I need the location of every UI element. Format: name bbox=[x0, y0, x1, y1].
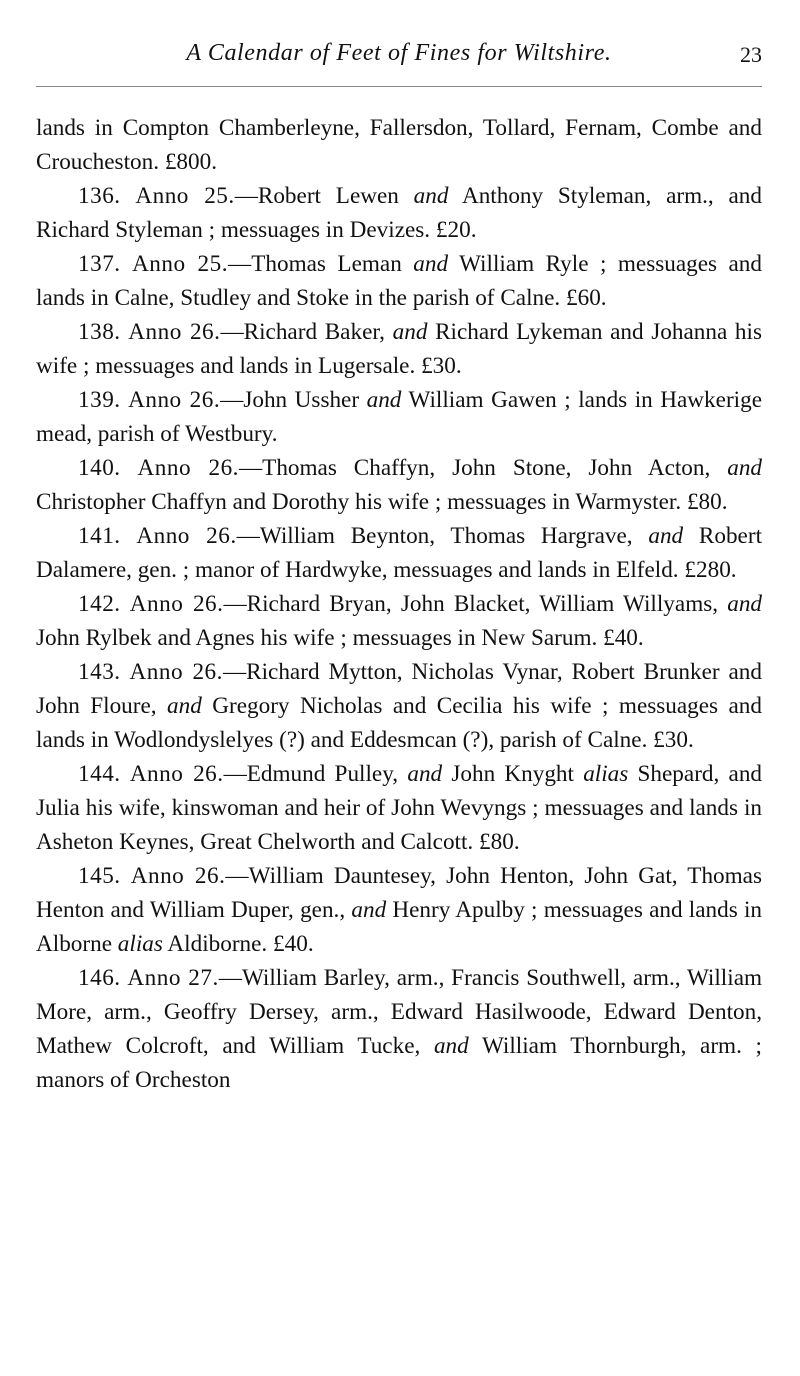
entry-paragraph bbox=[36, 859, 762, 961]
entry-paragraph bbox=[36, 655, 762, 757]
entry-text: —William Barley, arm., Francis Southwell, arm., William More, arm., Geoffry Dersey, arm., Edward Hasilwoode, Edward Denton, Mathew Colcroft, and William Tucke, bbox=[36, 965, 763, 1059]
entry-text: —Robert Lewen bbox=[234, 183, 414, 209]
entry-italic-text: and bbox=[727, 455, 762, 481]
header-rule bbox=[36, 86, 762, 87]
entry-text: Christopher Chaffyn and Dorothy his wife ; messuages in Warmyster. bbox=[36, 489, 682, 515]
entry-number: 144. bbox=[78, 761, 121, 787]
entry-text: —Thomas Leman bbox=[228, 251, 414, 277]
entry-text: —Richard Mytton, Nicholas Vynar, Robert Brunker and John Floure, bbox=[36, 659, 762, 719]
entry-amount: £40. bbox=[603, 625, 644, 651]
entry-number: 142. bbox=[78, 591, 121, 617]
entry-anno: Anno 26. bbox=[130, 863, 226, 889]
entry-paragraph bbox=[36, 383, 762, 451]
entry-anno: Anno 26. bbox=[129, 591, 224, 617]
entry-amount: £30. bbox=[653, 727, 694, 753]
entry-italic-text: alias bbox=[117, 931, 163, 957]
entry-text: Robert Dalamere, gen. ; manor of Hardwyke, messuages and lands in Elfeld. bbox=[36, 523, 763, 583]
entry-number: 146. bbox=[78, 965, 121, 991]
entry-italic-text: alias bbox=[583, 761, 629, 787]
entry-amount: £80. bbox=[686, 489, 728, 515]
entry-paragraph bbox=[36, 451, 762, 519]
entry-anno: Anno 25. bbox=[132, 251, 229, 277]
entry-paragraph bbox=[36, 179, 762, 247]
entry-paragraph bbox=[36, 757, 762, 859]
entry-italic-text: and bbox=[366, 387, 402, 413]
entry-text: William Ryle ; messuages and lands in Calne, Studley and Stoke in the parish of Calne. bbox=[36, 251, 762, 311]
running-title: A Calendar of Feet of Fines for Wiltshire. bbox=[186, 40, 612, 66]
entry-paragraph bbox=[36, 961, 762, 1097]
entry-italic-text: and bbox=[648, 523, 684, 549]
entry-text: Henry Apulby ; messuages and lands in Alborne bbox=[36, 897, 762, 957]
entry-italic-text: and bbox=[433, 1033, 469, 1059]
continuation-amount: £800. bbox=[164, 149, 217, 175]
entry-paragraph bbox=[36, 587, 762, 655]
entry-italic-text: and bbox=[167, 693, 202, 719]
entry-number: 141. bbox=[78, 523, 121, 549]
entry-anno: Anno 26. bbox=[137, 455, 239, 481]
continuation-text: lands in Compton Chamberleyne, Fallersdon, Tollard, Fernam, Combe and Croucheston. bbox=[36, 115, 762, 175]
entry-text: Aldiborne. bbox=[162, 931, 268, 957]
entry-italic-text: and bbox=[413, 251, 449, 277]
entry-amount: £60. bbox=[566, 285, 607, 311]
entry-text: —Richard Baker, bbox=[220, 319, 393, 345]
entry-text: John Rylbek and Agnes his wife ; messuages in New Sarum. bbox=[36, 625, 598, 651]
entry-text: —William Beynton, Thomas Hargrave, bbox=[236, 523, 649, 549]
entry-text: Gregory Nicholas and Cecilia his wife ; messuages and lands in Wodlondyslelyes (?) and Eddesmcan (?), parish of Calne. bbox=[36, 693, 762, 753]
entry-anno: Anno 26. bbox=[129, 761, 224, 787]
entry-text: Richard Lykeman and Johanna his wife ; messuages and lands in Lugersale. bbox=[36, 319, 762, 379]
entry-number: 139. bbox=[78, 387, 121, 413]
entry-text: —William Dauntesey, John Henton, John Gat, Thomas Henton and William Duper, gen., bbox=[36, 863, 762, 923]
entry-amount: £30. bbox=[421, 353, 462, 379]
entry-text: —Edmund Pulley, bbox=[223, 761, 408, 787]
entry-anno: Anno 26. bbox=[129, 659, 223, 685]
entry-number: 136. bbox=[78, 183, 121, 209]
entry-amount: £80. bbox=[479, 829, 520, 855]
entry-text: Shepard, and Julia his wife, kinswoman and heir of John Wevyngs ; messuages and lands in Asheton Keynes, Great Chelworth and Calcott. bbox=[36, 761, 763, 855]
page-number: 23 bbox=[740, 42, 762, 67]
entry-anno: Anno 26. bbox=[136, 523, 237, 549]
entry-text: —Richard Bryan, John Blacket, William Willyams, bbox=[223, 591, 728, 617]
entry-anno: Anno 26. bbox=[128, 319, 221, 345]
body-text bbox=[36, 111, 762, 1097]
entry-amount: £20. bbox=[435, 217, 477, 243]
entry-text: John Knyght bbox=[442, 761, 584, 787]
entry-text: —John Ussher bbox=[220, 387, 367, 413]
entry-number: 138. bbox=[78, 319, 121, 345]
entry-italic-text: and bbox=[407, 761, 443, 787]
running-head bbox=[36, 40, 762, 80]
entry-number: 145. bbox=[78, 863, 121, 889]
entry-text: William Gawen ; lands in Hawkerige mead, parish of Westbury. bbox=[36, 387, 762, 447]
entry-italic-text: and bbox=[392, 319, 428, 345]
entry-number: 137. bbox=[78, 251, 121, 277]
entry-italic-text: and bbox=[413, 183, 449, 209]
entry-number: 143. bbox=[78, 659, 121, 685]
entry-text: —Thomas Chaffyn, John Stone, John Acton, bbox=[238, 455, 728, 481]
entry-italic-text: and bbox=[727, 591, 763, 617]
entry-italic-text: and bbox=[351, 897, 387, 923]
entry-amount: £40. bbox=[273, 931, 314, 957]
continuation-paragraph bbox=[36, 111, 762, 179]
entry-text: Anthony Styleman, arm., and Richard Styleman ; messuages in Devizes. bbox=[36, 183, 762, 243]
entry-paragraph bbox=[36, 315, 762, 383]
entry-amount: £280. bbox=[684, 557, 737, 583]
entry-anno: Anno 25. bbox=[135, 183, 235, 209]
entry-number: 140. bbox=[78, 455, 121, 481]
entry-anno: Anno 26. bbox=[128, 387, 221, 413]
entry-paragraph bbox=[36, 519, 762, 587]
entry-anno: Anno 27. bbox=[127, 965, 219, 991]
entry-paragraph bbox=[36, 247, 762, 315]
entry-text: William Thornburgh, arm. ; manors of Orcheston bbox=[36, 1033, 762, 1093]
